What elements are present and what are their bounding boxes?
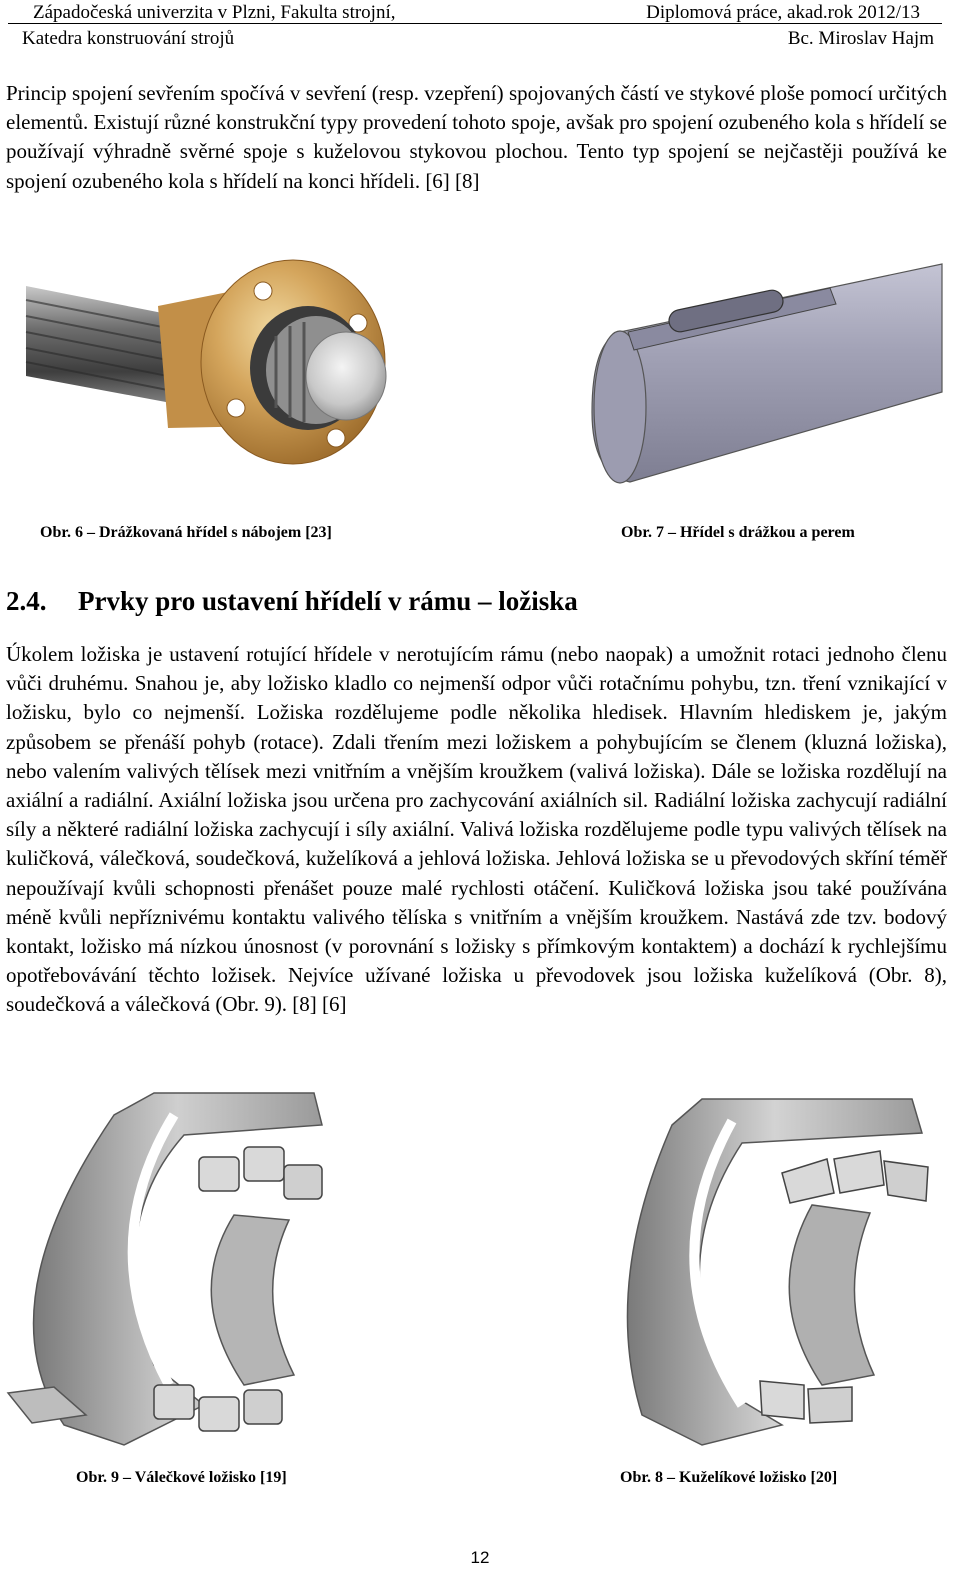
- header-thesis-info: Diplomová práce, akad.rok 2012/13: [646, 2, 920, 23]
- header-department: Katedra konstruování strojů: [22, 28, 235, 49]
- page-number: 12: [470, 1548, 490, 1567]
- figure-cylindrical-roller-bearing: [4, 1085, 344, 1455]
- section-paragraph: Úkolem ložiska je ustavení rotující hřídele v nerotujícím rámu (nebo naopak) a umožnit rotaci jednoho členu vůči druhému. Snahou je, aby ložisko kladlo co nejmenší odpor vůči rotačnímu pohybu, tzn. tření vznikající v ložisku, bylo co nejmenší. Ložiska rozdělujeme podle několika hledisek. Hlavním hlediskem je, jakým způsobem se přenáší pohyb (rotace). Zdali třením mezi ložiskem a pohybujícím se členem (kluzná ložiska), nebo valením valivých tělísek mezi vnitřním a vnějším kroužkem (valivá ložiska). Dále se ložiska rozdělují na axiální a radiální. Axiální ložiska jsou určena pro zachycování axiálních sil. Radiální ložiska zachycují radiální síly a některé radiální ložiska zachycují i síly axiální. Valivá ložiska rozdělujeme podle typu valivých tělísek na kuličková, válečková, soudečková, kuželíková a jehlová ložiska. Jehlová ložiska se u převodových skříní téměř nepoužívají kvůli schopnosti přenášet pouze malé rychlosti otáčení. Kuličková ložiska jsou také používána méně kvůli nepříznivému kontaktu valivého tělíska s vnitřním a vnějším kroužkem. Nastává zde tzv. bodový kontakt, ložisko má nízkou únosnost (v porovnání s ložisky s přímkovým kontaktem) a dochází k rychlejšímu opotřebovávání těchto ložisek. Nejvíce užívané ložiska u převodovek jsou ložiska kuželíková (Obr. 8), soudečková a válečková (Obr. 9). [8] [6]: [6, 642, 947, 1017]
- figure-tapered-roller-bearing: [612, 1085, 956, 1455]
- section-heading: [6, 584, 578, 618]
- section-number: 2.4.: [6, 586, 47, 616]
- caption-figure-9: Obr. 9 – Válečkové ložisko [19]: [76, 1469, 287, 1486]
- caption-figure-8: Obr. 8 – Kuželíkové ložisko [20]: [620, 1469, 838, 1486]
- caption-figure-7: Obr. 7 – Hřídel s drážkou a perem: [621, 524, 855, 541]
- section-title: Prvky pro ustavení hřídelí v rámu – ložiska: [78, 586, 578, 616]
- intro-paragraph: Princip spojení sevřením spočívá v sevření (resp. vzepření) spojovaných částí ve stykové ploše pomocí určitých elementů. Existují různé konstrukční typy provedení tohoto spoje, avšak pro spojení ozubeného kola s hřídelí se používají výhradně svěrné spoje s kuželovou stykovou plochou. Tento typ spojení se nejčastěji používá ke spojení ozubeného kola s hřídelí na konci hřídeli. [6] [8]: [6, 81, 947, 193]
- caption-figure-6: Obr. 6 – Drážkovaná hřídel s nábojem [23]: [40, 524, 332, 541]
- header-rule: [8, 23, 942, 24]
- figure-splined-shaft: [18, 258, 418, 502]
- figure-shaft-with-key: [590, 262, 948, 490]
- header-university: Západočeská univerzita v Plzni, Fakulta strojní,: [33, 2, 396, 23]
- header-author: Bc. Miroslav Hajm: [787, 28, 934, 49]
